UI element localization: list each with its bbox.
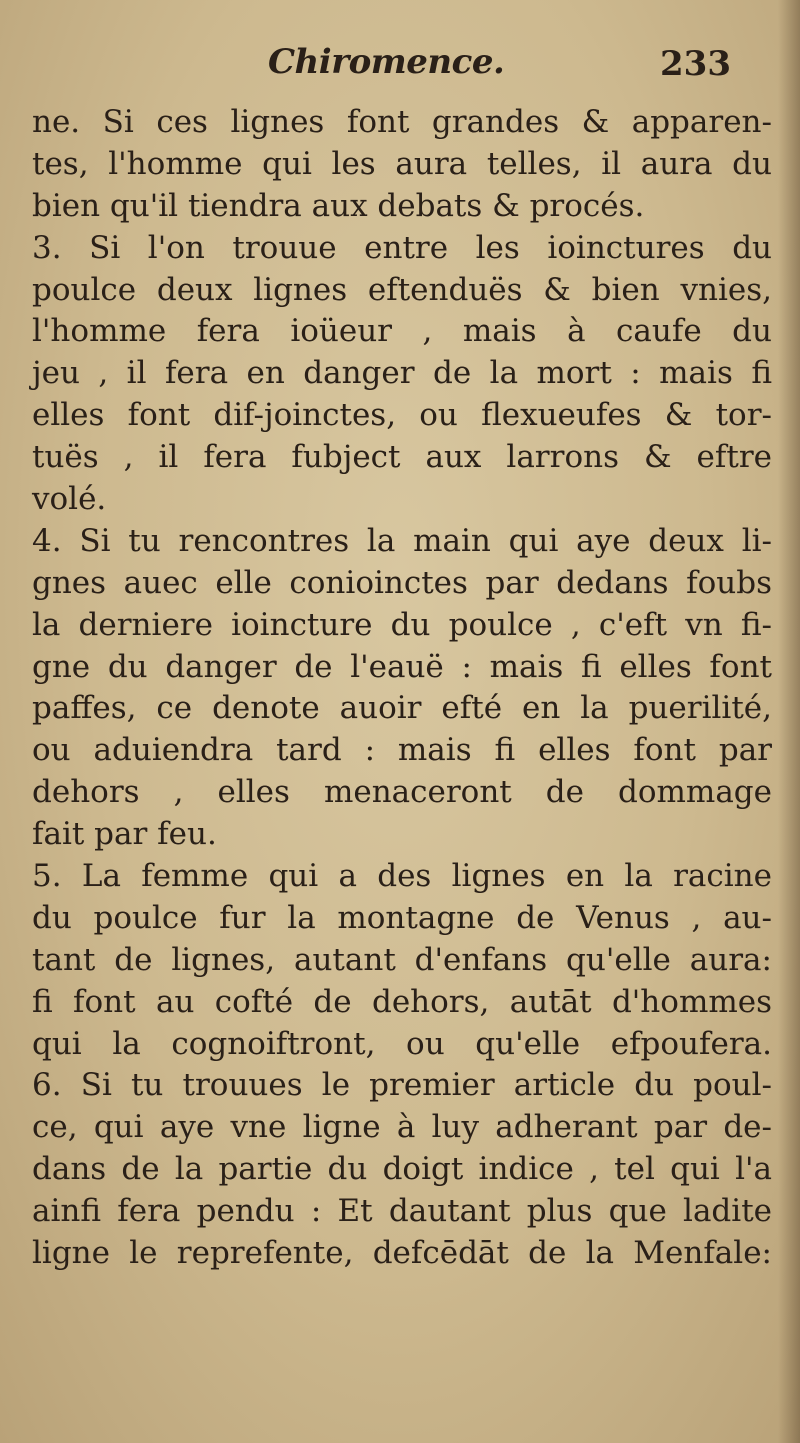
text-line: gne du danger de l'eauë : mais fi elles font (32, 648, 772, 685)
running-title: Chiromence. (268, 42, 505, 82)
text-line: ce, qui aye vne ligne à luy adherant par de- (32, 1109, 772, 1146)
body-text (32, 102, 772, 1275)
text-line: 6. Si tu trouues le premier article du poul- (32, 1067, 772, 1104)
text-line: bien qu'il tiendra aux debats & procés. (32, 187, 645, 224)
text-line: dans de la partie du doigt indice , tel qui l'a (32, 1151, 772, 1188)
text-line: tant de lignes, autant d'enfans qu'elle aura: (32, 941, 772, 978)
text-line: fait par feu. (32, 816, 217, 853)
text-line: ligne le reprefente, defcēdāt de la Menfale: (32, 1235, 772, 1272)
text-line: dehors , elles menaceront de dommage (32, 774, 772, 811)
text-line: jeu , il fera en danger de la mort : mais fi (32, 355, 772, 392)
text-line: du poulce fur la montagne de Venus , au- (32, 899, 772, 936)
text-line: ne. Si ces lignes font grandes & apparen- (32, 104, 772, 140)
text-line: tuës , il fera fubject aux larrons & eftre (32, 439, 772, 476)
page-number: 233 (660, 44, 731, 84)
text-line: 3. Si l'on trouue entre les ioinctures du (32, 229, 772, 266)
text-line: gnes auec elle conioinctes par dedans foubs (32, 564, 772, 601)
text-line: volé. (32, 481, 107, 518)
text-line: 5. La femme qui a des lignes en la racine (32, 858, 772, 895)
text-line: paffes, ce denote auoir efté en la puerilité, (32, 690, 772, 727)
text-line: la derniere ioincture du poulce , c'eft vn fi- (32, 606, 772, 643)
text-line: poulce deux lignes eftenduës & bien vnies, (32, 271, 772, 308)
page-header (0, 42, 800, 92)
page-edge-shadow (778, 0, 800, 1443)
text-line: elles font dif-joinctes, ou flexueufes & tor- (32, 397, 772, 434)
text-line: ainfi fera pendu : Et dautant plus que ladite (32, 1193, 772, 1230)
text-line: qui la cognoiftront, ou qu'elle efpoufera. (32, 1025, 772, 1062)
text-line: l'homme fera ioüeur , mais à caufe du (32, 313, 772, 350)
text-line: ou aduiendra tard : mais fi elles font par (32, 732, 772, 769)
text-line: fi font au cofté de dehors, autāt d'hommes (32, 983, 772, 1020)
text-line: 4. Si tu rencontres la main qui aye deux li- (32, 522, 772, 559)
text-line: tes, l'homme qui les aura telles, il aura du (32, 145, 772, 182)
